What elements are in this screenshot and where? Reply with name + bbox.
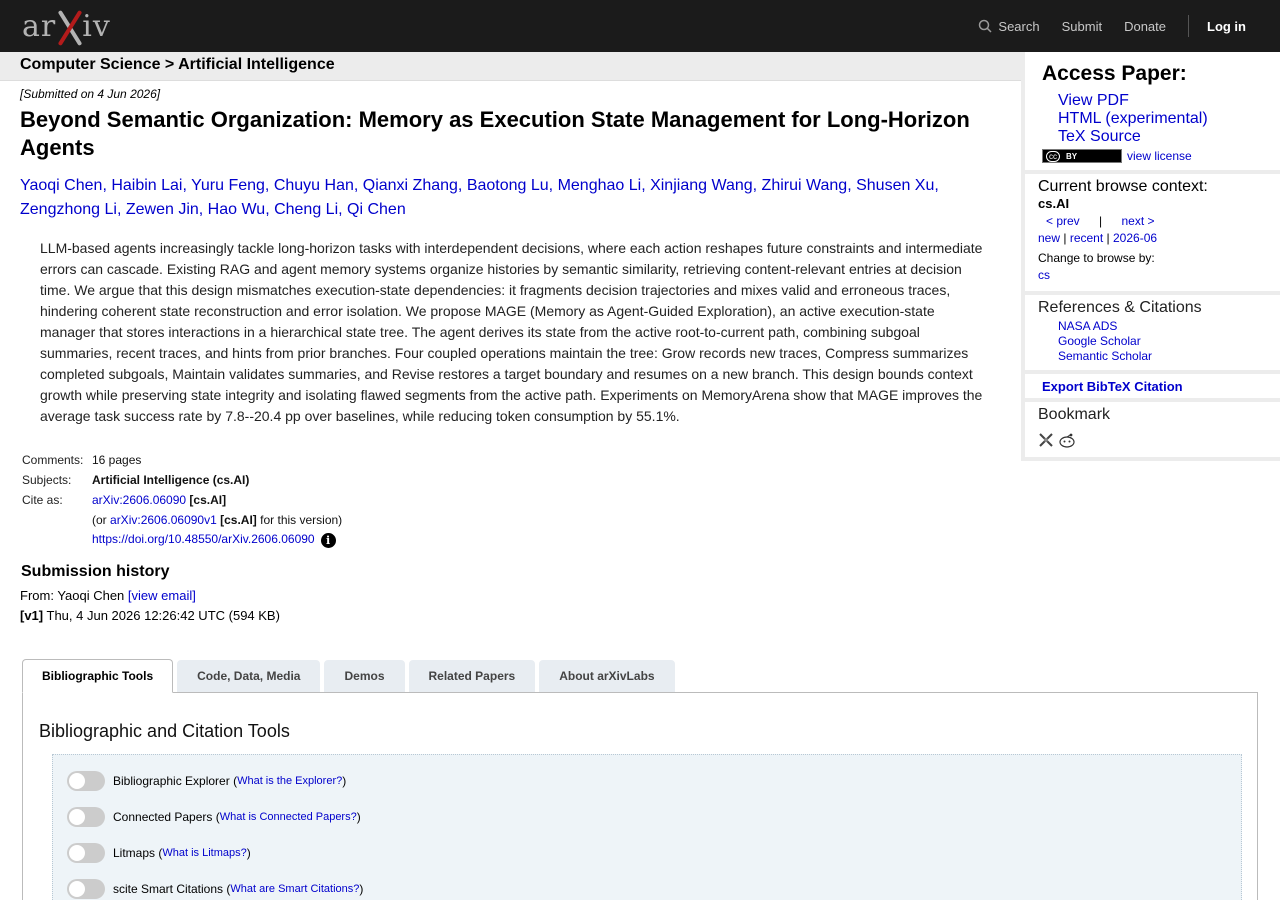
version-label[interactable]: [v1] <box>20 608 44 623</box>
prev-link[interactable]: < prev <box>1046 214 1080 228</box>
author-link[interactable]: Zhirui Wang <box>761 177 848 194</box>
cc-license-icon[interactable]: cc BY <box>1042 149 1122 163</box>
info-icon[interactable]: i <box>321 533 336 548</box>
view-license-link[interactable]: view license <box>1127 149 1192 163</box>
html-link[interactable]: HTML (experimental) <box>1058 110 1208 127</box>
sidebar <box>1021 52 1280 461</box>
tool-label: Connected Papers <box>113 810 213 824</box>
author-separator: , <box>265 201 275 218</box>
author-link[interactable]: Yaoqi Chen <box>20 177 103 194</box>
submit-link[interactable]: Submit <box>1061 18 1103 34</box>
author-list <box>20 174 960 222</box>
explorer-toggle[interactable] <box>67 771 105 791</box>
author-link[interactable]: Zengzhong Li <box>20 201 117 218</box>
author-link[interactable]: Yuru Feng <box>191 177 265 194</box>
logo-x-mark <box>56 8 82 44</box>
tool-row-scite: scite Smart Citations ( What are Smart Citations? ) <box>67 878 363 900</box>
bookmark-title: Bookmark <box>1038 406 1111 423</box>
version-entry <box>20 608 280 623</box>
divider: | <box>1063 231 1067 245</box>
comments-label: Comments: <box>22 453 84 467</box>
subjects-value: Artificial Intelligence (cs.AI) <box>92 473 250 487</box>
tool-help-link[interactable]: What is Litmaps? <box>162 847 247 859</box>
logo-text-left: ar <box>22 8 57 44</box>
access-paper-title: Access Paper: <box>1042 62 1187 85</box>
nav-divider <box>1188 15 1189 37</box>
author-link[interactable]: Shusen Xu <box>856 177 935 194</box>
author-separator: , <box>264 177 274 194</box>
divider: | <box>1099 214 1103 228</box>
bookmark-icons <box>1038 432 1280 448</box>
search-label: Search <box>998 18 1040 34</box>
tool-help-link[interactable]: What is Connected Papers? <box>219 811 357 823</box>
author-link[interactable]: Menghao Li <box>557 177 642 194</box>
month-link[interactable]: 2026-06 <box>1113 231 1158 245</box>
reddit-icon[interactable] <box>1058 432 1076 448</box>
view-pdf-link[interactable]: View PDF <box>1058 92 1129 109</box>
author-separator: , <box>934 177 939 194</box>
doi-row <box>20 530 342 550</box>
export-box <box>1025 374 1280 398</box>
version-suffix: for this version) <box>260 513 343 527</box>
arxiv-logo[interactable] <box>22 8 111 44</box>
cs-link[interactable]: cs <box>1038 268 1050 282</box>
tool-help-link[interactable]: What is the Explorer? <box>237 775 343 787</box>
cite-id-link[interactable]: arXiv:2606.06090 <box>92 493 187 507</box>
metadata-table <box>20 450 342 550</box>
submission-from <box>20 588 196 603</box>
browse-links <box>1038 231 1280 245</box>
change-browse-label: Change to browse by: <box>1038 251 1155 265</box>
search-icon <box>978 19 992 33</box>
author-separator: , <box>548 177 558 194</box>
prev-next-row <box>1038 214 1280 228</box>
nasa-ads-link[interactable]: NASA ADS <box>1058 319 1118 333</box>
view-email-link[interactable]: [view email] <box>127 588 196 603</box>
version-details: Thu, 4 Jun 2026 12:26:42 UTC (594 KB) <box>46 608 280 623</box>
submission-history-title: Submission history <box>21 563 170 580</box>
references-box <box>1025 295 1280 370</box>
browse-context-title: Current browse context: <box>1038 178 1208 195</box>
tool-row-litmaps: Litmaps ( What is Litmaps? ) <box>67 842 251 864</box>
paper-title: Beyond Semantic Organization: Memory as Execution State Management for Long-Horizon Agents <box>20 107 970 160</box>
tab-code-data-media[interactable]: Code, Data, Media <box>177 660 320 692</box>
author-separator: , <box>116 201 126 218</box>
author-link[interactable]: Hao Wu <box>207 201 266 218</box>
breadcrumb-bar <box>0 52 1021 81</box>
next-link[interactable]: next > <box>1121 214 1155 228</box>
author-link[interactable]: Cheng Li <box>274 201 339 218</box>
browse-context-box <box>1025 174 1280 291</box>
tools-box <box>52 754 1242 900</box>
divider: | <box>1106 231 1110 245</box>
tool-label: scite Smart Citations <box>113 882 224 896</box>
version-category: [cs.AI] <box>220 513 257 527</box>
subjects-row <box>20 470 342 490</box>
doi-link[interactable]: https://doi.org/10.48550/arXiv.2606.06090 <box>92 532 315 547</box>
google-scholar-link[interactable]: Google Scholar <box>1058 334 1141 348</box>
author-separator: , <box>641 177 651 194</box>
nav-menu <box>978 0 1280 52</box>
license-row <box>1042 149 1192 163</box>
submitter-name: From: Yaoqi Chen <box>20 588 125 603</box>
cc-by-text: BY <box>1066 151 1078 161</box>
top-navbar <box>0 0 1280 52</box>
tab-bibliographic-tools[interactable]: Bibliographic Tools <box>22 659 173 693</box>
abstract: LLM-based agents increasingly tackle long-horizon tasks with interdependent decisions, where each action reshapes future constraints and intermediate errors can cascade. Existing RAG and agent memory systems organize histories by semantic similarity, retrieving content-relevant entries at decision time. We argue that this design mismatches execution-state dependencies: it fragments decision trajectories and mixes valid and erroneous traces, hindering coherent state reconstruction and error isolation. We propose MAGE (Memory as Agent-Guided Exploration), an active execution-state manager that stores interactions in a hierarchical state tree. The agent derives its state from the active root-to-current path, combining subgoal summaries, recent traces, and hints from prior branches. Four coupled operations maintain the tree: Grow records new traces, Compress summarizes completed subgoals, Maintain validates summaries, and Revise restores a target boundary and resumes on a new branch. This design bounds context growth while preserving state integrity and isolating flawed segments from the active path. Experiments on MemoryArena show that MAGE improves the average task success rate by 7.8--20.4 pp over baselines, while reducing token consumption by 55.1%. <box>40 240 983 424</box>
logo-text-right: iv <box>82 8 111 44</box>
author-link[interactable]: Chuyu Han <box>273 177 354 194</box>
version-prefix: (or <box>92 513 107 527</box>
search-link[interactable] <box>978 19 1039 34</box>
subjects-label: Subjects: <box>22 473 72 487</box>
recent-link[interactable]: recent <box>1069 231 1104 245</box>
version-row <box>20 510 342 530</box>
author-link[interactable]: Qianxi Zhang <box>362 177 458 194</box>
references-title: References & Citations <box>1038 299 1202 316</box>
author-separator: , <box>338 201 348 218</box>
tool-row-connected-papers: Connected Papers ( What is Connected Papers? ) <box>67 806 361 828</box>
author-link[interactable]: Haibin Lai <box>111 177 183 194</box>
access-paper-box <box>1025 52 1280 170</box>
tab-demos[interactable]: Demos <box>324 660 404 692</box>
donate-link[interactable]: Donate <box>1124 18 1166 34</box>
author-separator: , <box>353 177 363 194</box>
author-separator: , <box>847 177 857 194</box>
author-separator: , <box>457 177 467 194</box>
submission-date: [Submitted on 4 Jun 2026] <box>20 87 161 101</box>
tools-title: Bibliographic and Citation Tools <box>39 721 290 741</box>
semantic-scholar-link[interactable]: Semantic Scholar <box>1058 349 1153 363</box>
tab-bar <box>22 659 679 693</box>
tex-source-link[interactable]: TeX Source <box>1058 128 1141 145</box>
author-link[interactable]: Baotong Lu <box>466 177 549 194</box>
version-id-link[interactable]: arXiv:2606.06090v1 <box>110 513 217 527</box>
tool-label: Litmaps <box>113 846 156 860</box>
author-link[interactable]: Zewen Jin <box>125 201 199 218</box>
author-link[interactable]: Xinjiang Wang <box>650 177 753 194</box>
tab-panel <box>22 692 1258 900</box>
tool-help-link[interactable]: What are Smart Citations? <box>230 883 360 895</box>
tab-related-papers[interactable]: Related Papers <box>409 660 536 692</box>
comments-value: 16 pages <box>92 453 142 467</box>
author-separator: , <box>182 177 192 194</box>
login-link[interactable]: Log in <box>1207 18 1246 34</box>
cite-label: Cite as: <box>22 493 63 507</box>
tool-row-explorer: Bibliographic Explorer ( What is the Explorer? ) <box>67 770 346 792</box>
bibsonomy-icon[interactable] <box>1038 432 1054 448</box>
cite-row <box>20 490 342 510</box>
cite-category: [cs.AI] <box>189 493 227 507</box>
litmaps-toggle[interactable] <box>67 843 105 863</box>
author-separator: , <box>752 177 762 194</box>
comments-row <box>20 450 342 470</box>
author-link[interactable]: Qi Chen <box>347 201 406 218</box>
browse-context-value: cs.AI <box>1038 196 1070 211</box>
breadcrumb[interactable]: Computer Science > Artificial Intelligence <box>20 56 335 73</box>
tab-about-arxivlabs[interactable]: About arXivLabs <box>539 660 674 692</box>
new-link[interactable]: new <box>1038 231 1061 245</box>
export-bibtex-link[interactable]: Export BibTeX Citation <box>1042 379 1183 394</box>
author-separator: , <box>102 177 112 194</box>
tool-label: Bibliographic Explorer <box>113 774 230 788</box>
connected-papers-toggle[interactable] <box>67 807 105 827</box>
bookmark-box <box>1025 402 1280 457</box>
scite-toggle[interactable] <box>67 879 105 899</box>
author-separator: , <box>198 201 208 218</box>
access-links <box>1058 92 1208 146</box>
